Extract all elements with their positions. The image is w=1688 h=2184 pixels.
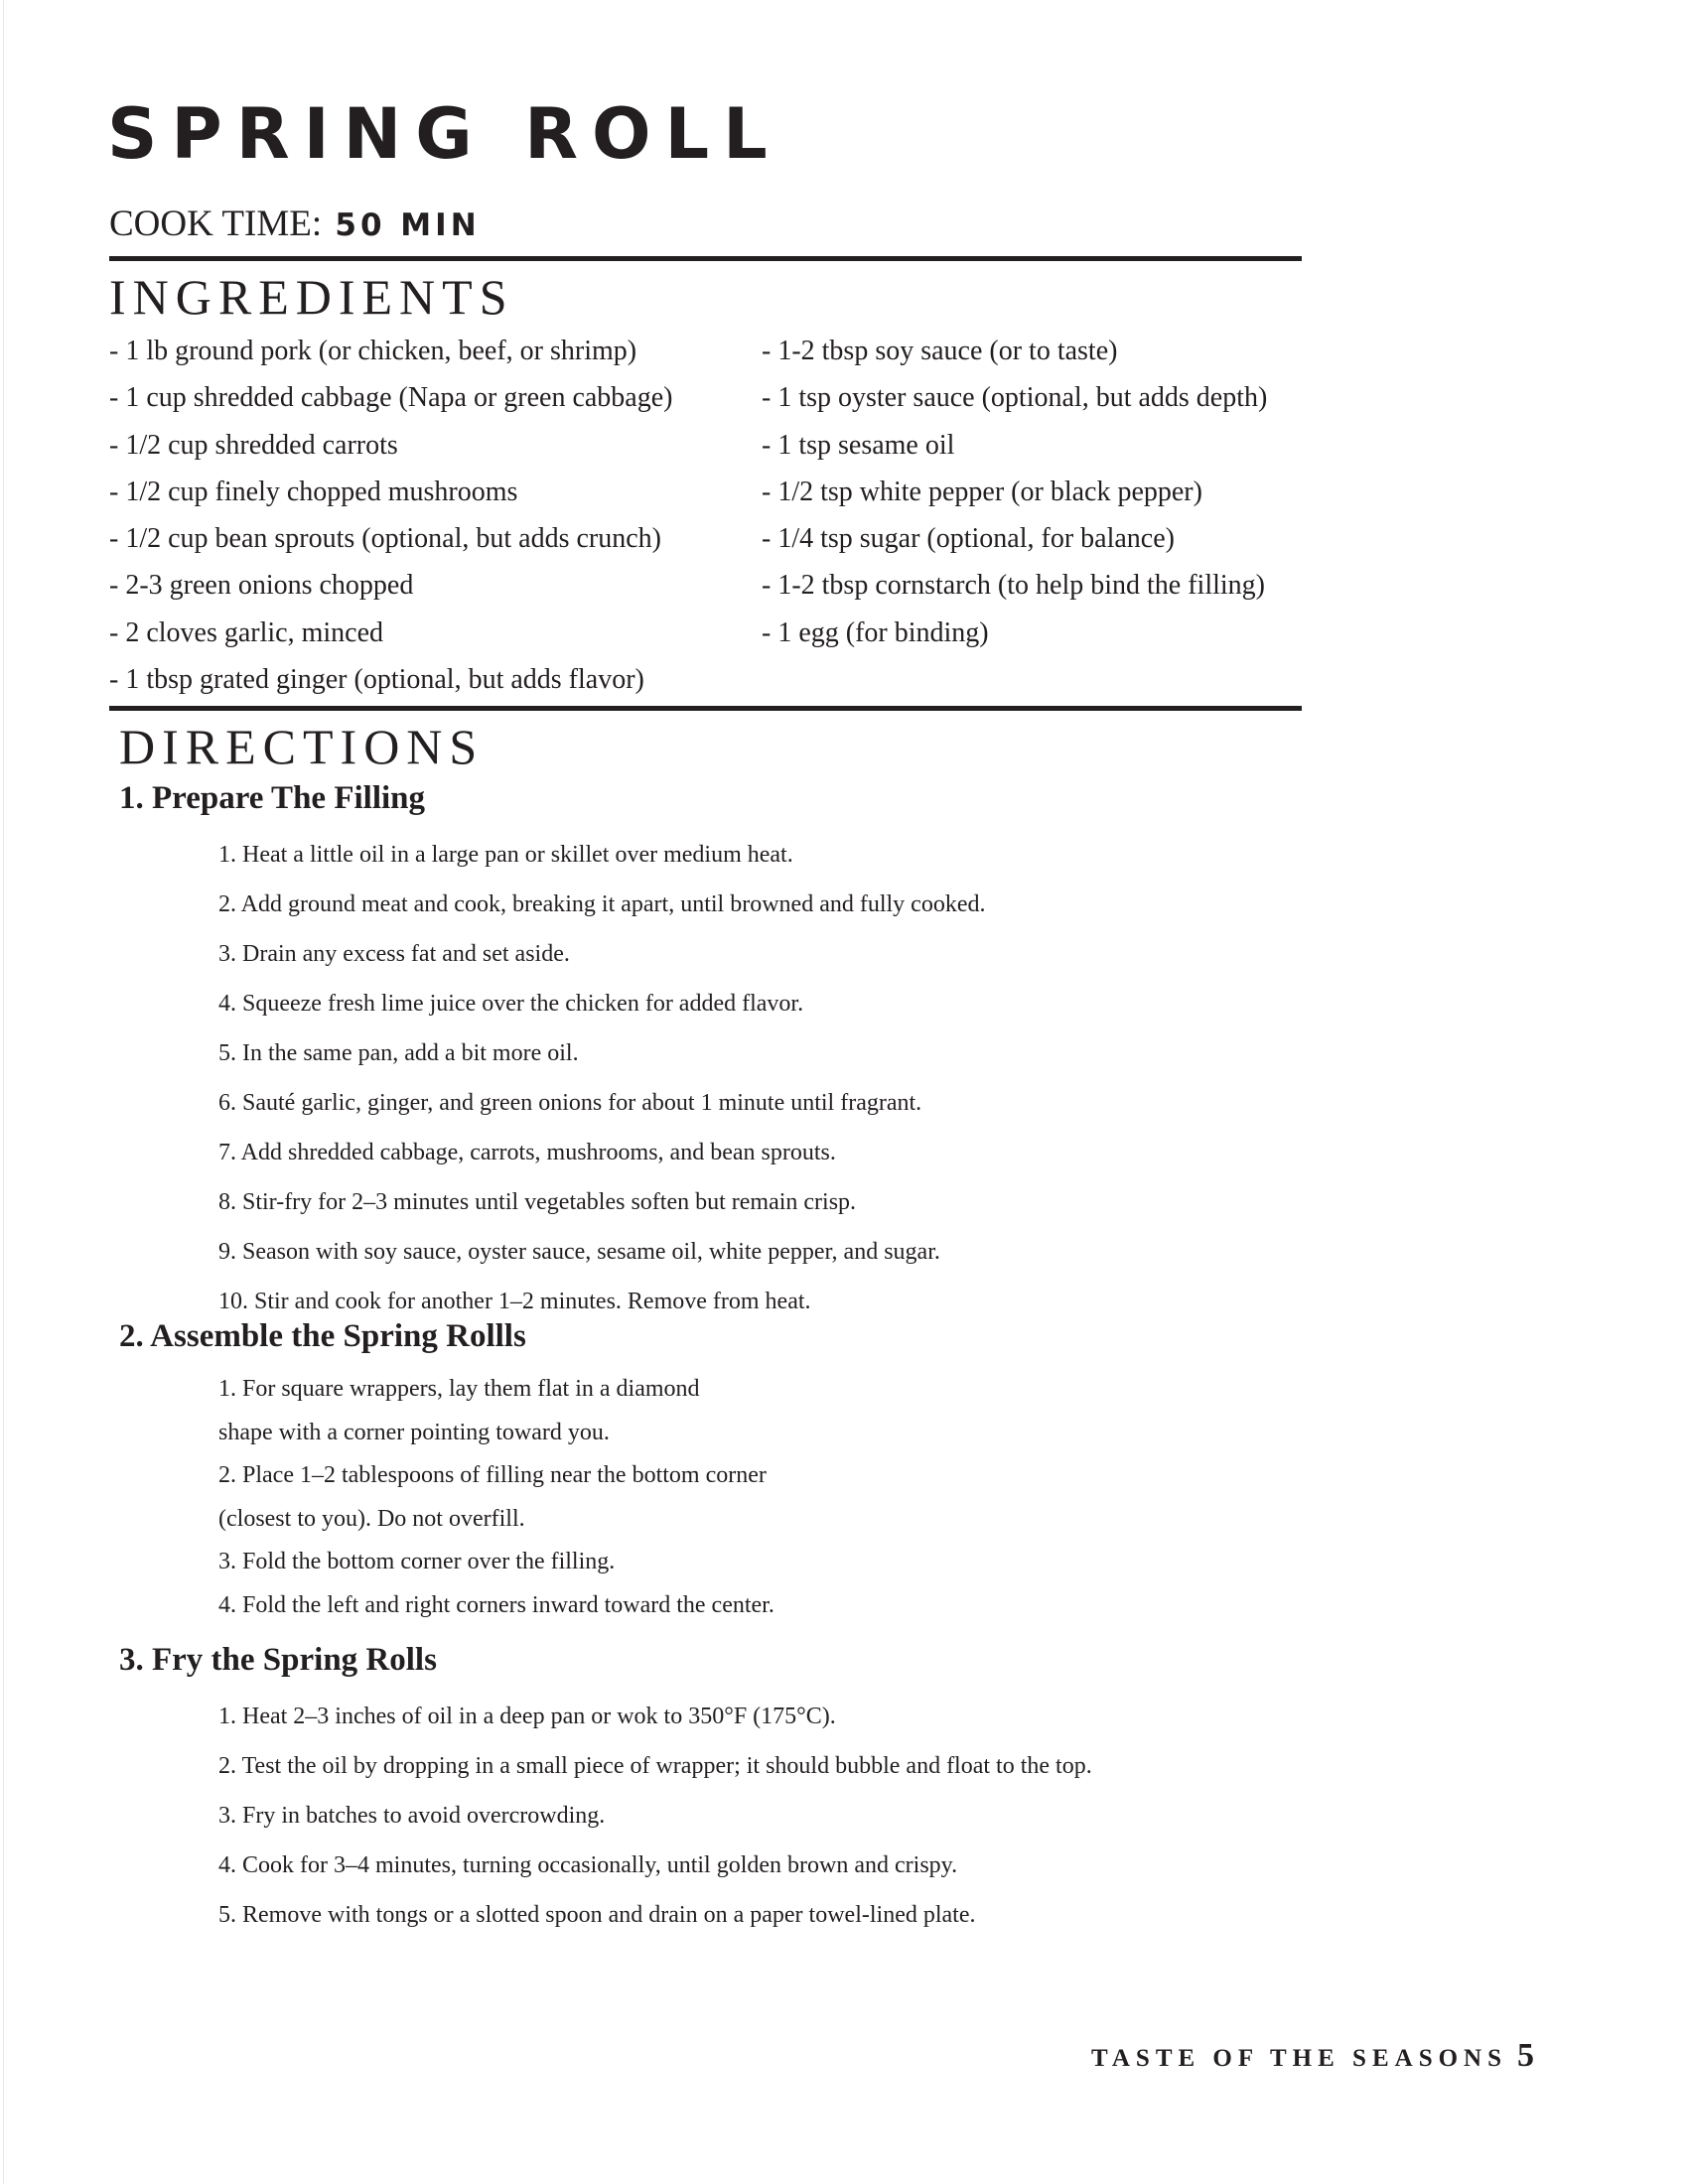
page-edge-line <box>3 0 4 2184</box>
ingredient-item: - 1 tsp oyster sauce (optional, but adds depth) <box>762 382 1268 414</box>
direction-step: 1. For square wrappers, lay them flat in a diamond <box>218 1376 700 1402</box>
publication-name: TASTE OF THE SEASONS <box>1091 2045 1507 2072</box>
direction-step: 8. Stir-fry for 2–3 minutes until vegetables soften but remain crisp. <box>218 1189 857 1215</box>
direction-step: 2. Test the oil by dropping in a small piece of wrapper; it should bubble and float to the top. <box>218 1753 1092 1779</box>
direction-step: 3. Fry in batches to avoid overcrowding. <box>218 1803 606 1829</box>
page-number: 5 <box>1517 2037 1534 2074</box>
cook-time <box>109 205 481 242</box>
ingredient-item: - 1-2 tbsp cornstarch (to help bind the filling) <box>762 570 1265 602</box>
ingredient-item: - 2-3 green onions chopped <box>109 570 414 602</box>
direction-steps-assemble <box>218 1368 774 1627</box>
direction-step: 2. Place 1–2 tablespoons of filling near the bottom corner <box>218 1462 767 1488</box>
ingredient-item: - 2 cloves garlic, minced <box>109 616 384 648</box>
recipe-title: SPRING ROLL <box>107 93 781 175</box>
ingredient-item: - 1 lb ground pork (or chicken, beef, or shrimp) <box>109 336 637 366</box>
ingredient-item: - 1 cup shredded cabbage (Napa or green cabbage) <box>109 382 673 414</box>
ingredients-right-column <box>762 328 1267 656</box>
direction-step: 1. Heat 2–3 inches of oil in a deep pan or wok to 350°F (175°C). <box>218 1704 836 1729</box>
direction-step: 5. Remove with tongs or a slotted spoon and drain on a paper towel-lined plate. <box>218 1902 976 1928</box>
ingredients-left-column <box>109 328 672 703</box>
ingredients-heading: INGREDIENTS <box>109 269 514 325</box>
direction-section-title-fry: 3. Fry the Spring Rolls <box>119 1642 437 1678</box>
ingredient-item: - 1/2 cup shredded carrots <box>109 429 398 461</box>
direction-step: 4. Cook for 3–4 minutes, turning occasionally, until golden brown and crispy. <box>218 1852 958 1878</box>
direction-step: shape with a corner pointing toward you. <box>218 1419 610 1445</box>
cook-time-label: COOK TIME: <box>109 204 323 244</box>
cook-time-value: 50 MIN <box>335 207 481 243</box>
direction-step: 10. Stir and cook for another 1–2 minutes. Remove from heat. <box>218 1289 811 1314</box>
direction-step: 6. Sauté garlic, ginger, and green onions for about 1 minute until fragrant. <box>218 1090 922 1116</box>
divider-middle <box>109 706 1302 711</box>
ingredient-item: - 1/2 cup finely chopped mushrooms <box>109 476 518 507</box>
direction-step: 3. Fold the bottom corner over the filling. <box>218 1549 616 1574</box>
direction-step: 3. Drain any excess fat and set aside. <box>218 941 570 967</box>
direction-step: 9. Season with soy sauce, oyster sauce, sesame oil, white pepper, and sugar. <box>218 1239 940 1265</box>
direction-step: 2. Add ground meat and cook, breaking it apart, until browned and fully cooked. <box>218 891 986 917</box>
direction-section-title-filling: 1. Prepare The Filling <box>119 780 426 816</box>
ingredient-item: - 1/2 cup bean sprouts (optional, but adds crunch) <box>109 523 661 555</box>
direction-step: (closest to you). Do not overfill. <box>218 1505 525 1532</box>
directions-heading: DIRECTIONS <box>119 719 485 774</box>
direction-step: 4. Fold the left and right corners inward toward the center. <box>218 1591 774 1618</box>
ingredient-item: - 1-2 tbsp soy sauce (or to taste) <box>762 336 1118 366</box>
page-footer <box>1091 2039 1534 2073</box>
ingredient-item: - 1 tsp sesame oil <box>762 429 955 461</box>
divider-top <box>109 256 1302 261</box>
ingredient-item: - 1/4 tsp sugar (optional, for balance) <box>762 523 1175 555</box>
direction-steps-filling <box>218 830 985 1326</box>
ingredient-item: - 1/2 tsp white pepper (or black pepper) <box>762 476 1202 507</box>
direction-steps-fry <box>218 1692 1092 1940</box>
direction-step: 4. Squeeze fresh lime juice over the chicken for added flavor. <box>218 991 804 1017</box>
direction-step: 7. Add shredded cabbage, carrots, mushrooms, and bean sprouts. <box>218 1140 836 1165</box>
direction-step: 1. Heat a little oil in a large pan or skillet over medium heat. <box>218 842 793 868</box>
direction-section-title-assemble: 2. Assemble the Spring Rollls <box>119 1318 526 1354</box>
ingredient-item: - 1 tbsp grated ginger (optional, but adds flavor) <box>109 664 644 696</box>
direction-step: 5. In the same pan, add a bit more oil. <box>218 1040 579 1066</box>
ingredient-item: - 1 egg (for binding) <box>762 616 989 648</box>
